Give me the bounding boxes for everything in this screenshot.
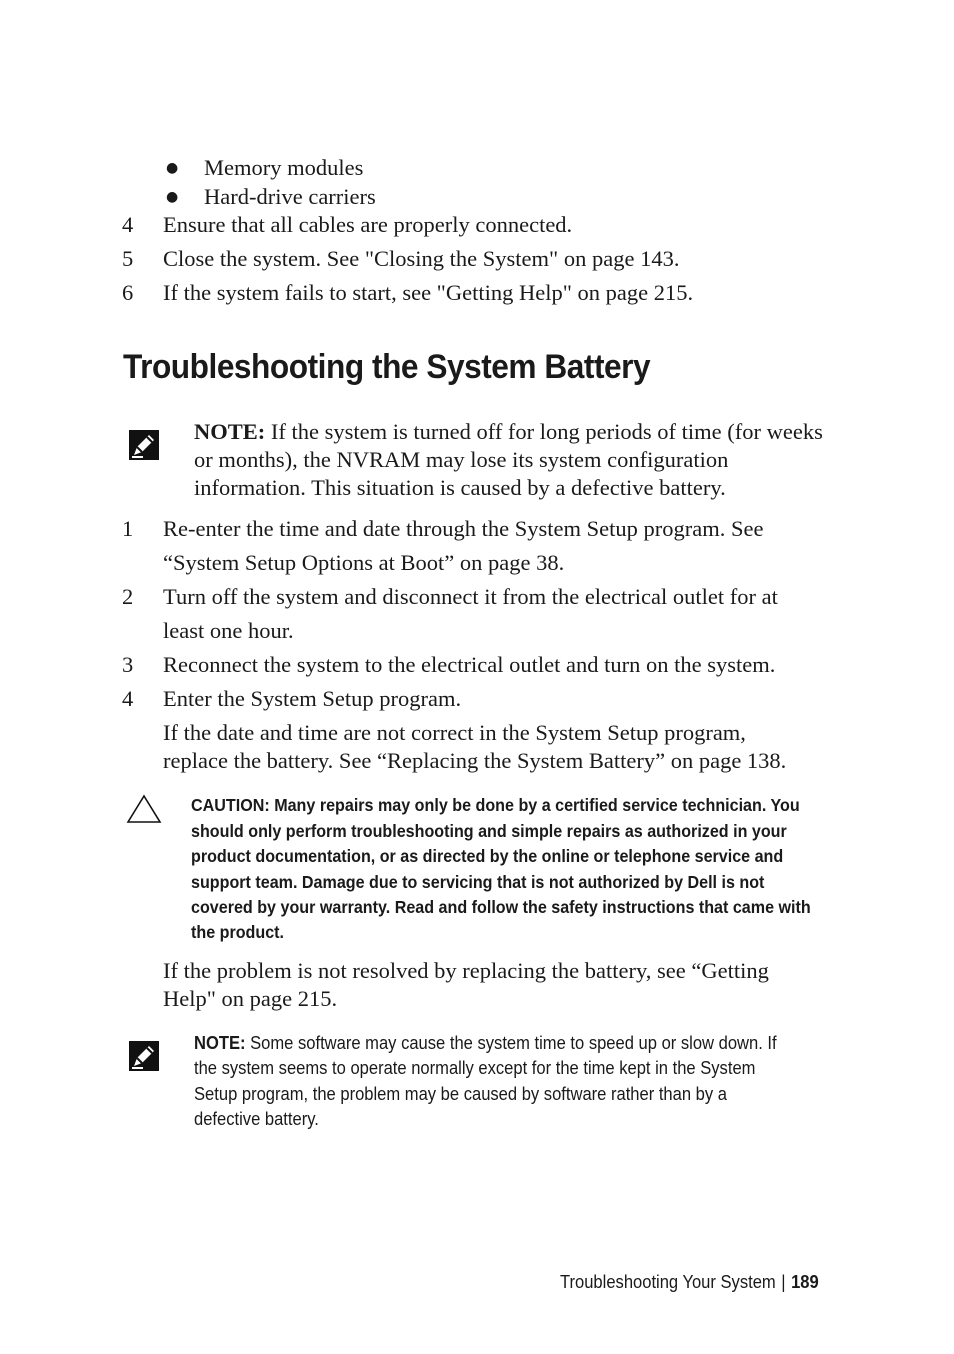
step-number: 3 xyxy=(122,652,134,677)
note-text: Setup program, the problem may be caused by software rather than by a xyxy=(194,1084,727,1104)
caution-text: Many repairs may only be done by a certified service technician. You xyxy=(274,795,800,815)
footer-separator: | xyxy=(781,1272,786,1292)
step-number: 5 xyxy=(122,246,134,271)
caution-text: should only perform troubleshooting and simple repairs as authorized in your xyxy=(191,821,787,841)
note-text: defective battery. xyxy=(194,1109,319,1129)
caution-label: CAUTION: xyxy=(191,795,270,815)
caution-text: product documentation, or as directed by the online or telephone service and xyxy=(191,846,784,866)
step-text: Re-enter the time and date through the System Setup program. See xyxy=(163,516,764,541)
step-number: 1 xyxy=(122,516,134,541)
page-footer xyxy=(560,1272,819,1293)
step-text: least one hour. xyxy=(163,618,294,643)
step-text: “System Setup Options at Boot” on page 38. xyxy=(163,550,565,575)
note-label: NOTE: xyxy=(194,1033,246,1053)
section-heading: Troubleshooting the System Battery xyxy=(123,348,651,386)
note-label: NOTE: xyxy=(194,419,266,444)
caution-text: the product. xyxy=(191,922,285,942)
note-pencil-icon xyxy=(128,429,160,461)
step-text: If the system fails to start, see "Getting Help" on page 215. xyxy=(163,280,694,305)
step-text: Ensure that all cables are properly connected. xyxy=(163,212,573,237)
step-text: Enter the System Setup program. xyxy=(163,686,462,711)
note-text: or months), the NVRAM may lose its system configuration xyxy=(194,447,729,472)
paragraph-text: If the date and time are not correct in the System Setup program, xyxy=(163,720,746,745)
note-first-line xyxy=(194,419,823,445)
caution-first-line xyxy=(191,795,800,816)
step-number: 6 xyxy=(122,280,134,305)
caution-text: covered by your warranty. Read and follow the safety instructions that came with xyxy=(191,897,811,917)
note-pencil-icon xyxy=(128,1040,160,1072)
bullet-item-memory-modules: Memory modules xyxy=(204,155,364,180)
note-text: Some software may cause the system time to speed up or slow down. If xyxy=(250,1033,777,1053)
bullet-dot: ● xyxy=(166,189,179,205)
footer-section-title: Troubleshooting Your System xyxy=(560,1272,776,1292)
step-text: Turn off the system and disconnect it from the electrical outlet for at xyxy=(163,584,778,609)
bullet-item-hard-drive-carriers: Hard-drive carriers xyxy=(204,184,376,209)
step-number: 4 xyxy=(122,212,134,237)
note-first-line xyxy=(194,1033,777,1054)
step-text: Reconnect the system to the electrical outlet and turn on the system. xyxy=(163,652,776,677)
step-number: 2 xyxy=(122,584,134,609)
page-number: 189 xyxy=(791,1272,819,1292)
step-number: 4 xyxy=(122,686,134,711)
note-text: If the system is turned off for long periods of time (for weeks xyxy=(270,419,823,444)
paragraph-text: Help" on page 215. xyxy=(163,986,338,1011)
paragraph-text: replace the battery. See “Replacing the System Battery” on page 138. xyxy=(163,748,787,773)
caution-text: support team. Damage due to servicing that is not authorized by Dell is not xyxy=(191,872,765,892)
paragraph-text: If the problem is not resolved by replacing the battery, see “Getting xyxy=(163,958,769,983)
bullet-dot: ● xyxy=(166,160,179,176)
note-text: information. This situation is caused by a defective battery. xyxy=(194,475,726,500)
step-text: Close the system. See "Closing the System" on page 143. xyxy=(163,246,680,271)
note-text: the system seems to operate normally except for the time kept in the System xyxy=(194,1058,756,1078)
caution-triangle-icon xyxy=(126,794,162,824)
